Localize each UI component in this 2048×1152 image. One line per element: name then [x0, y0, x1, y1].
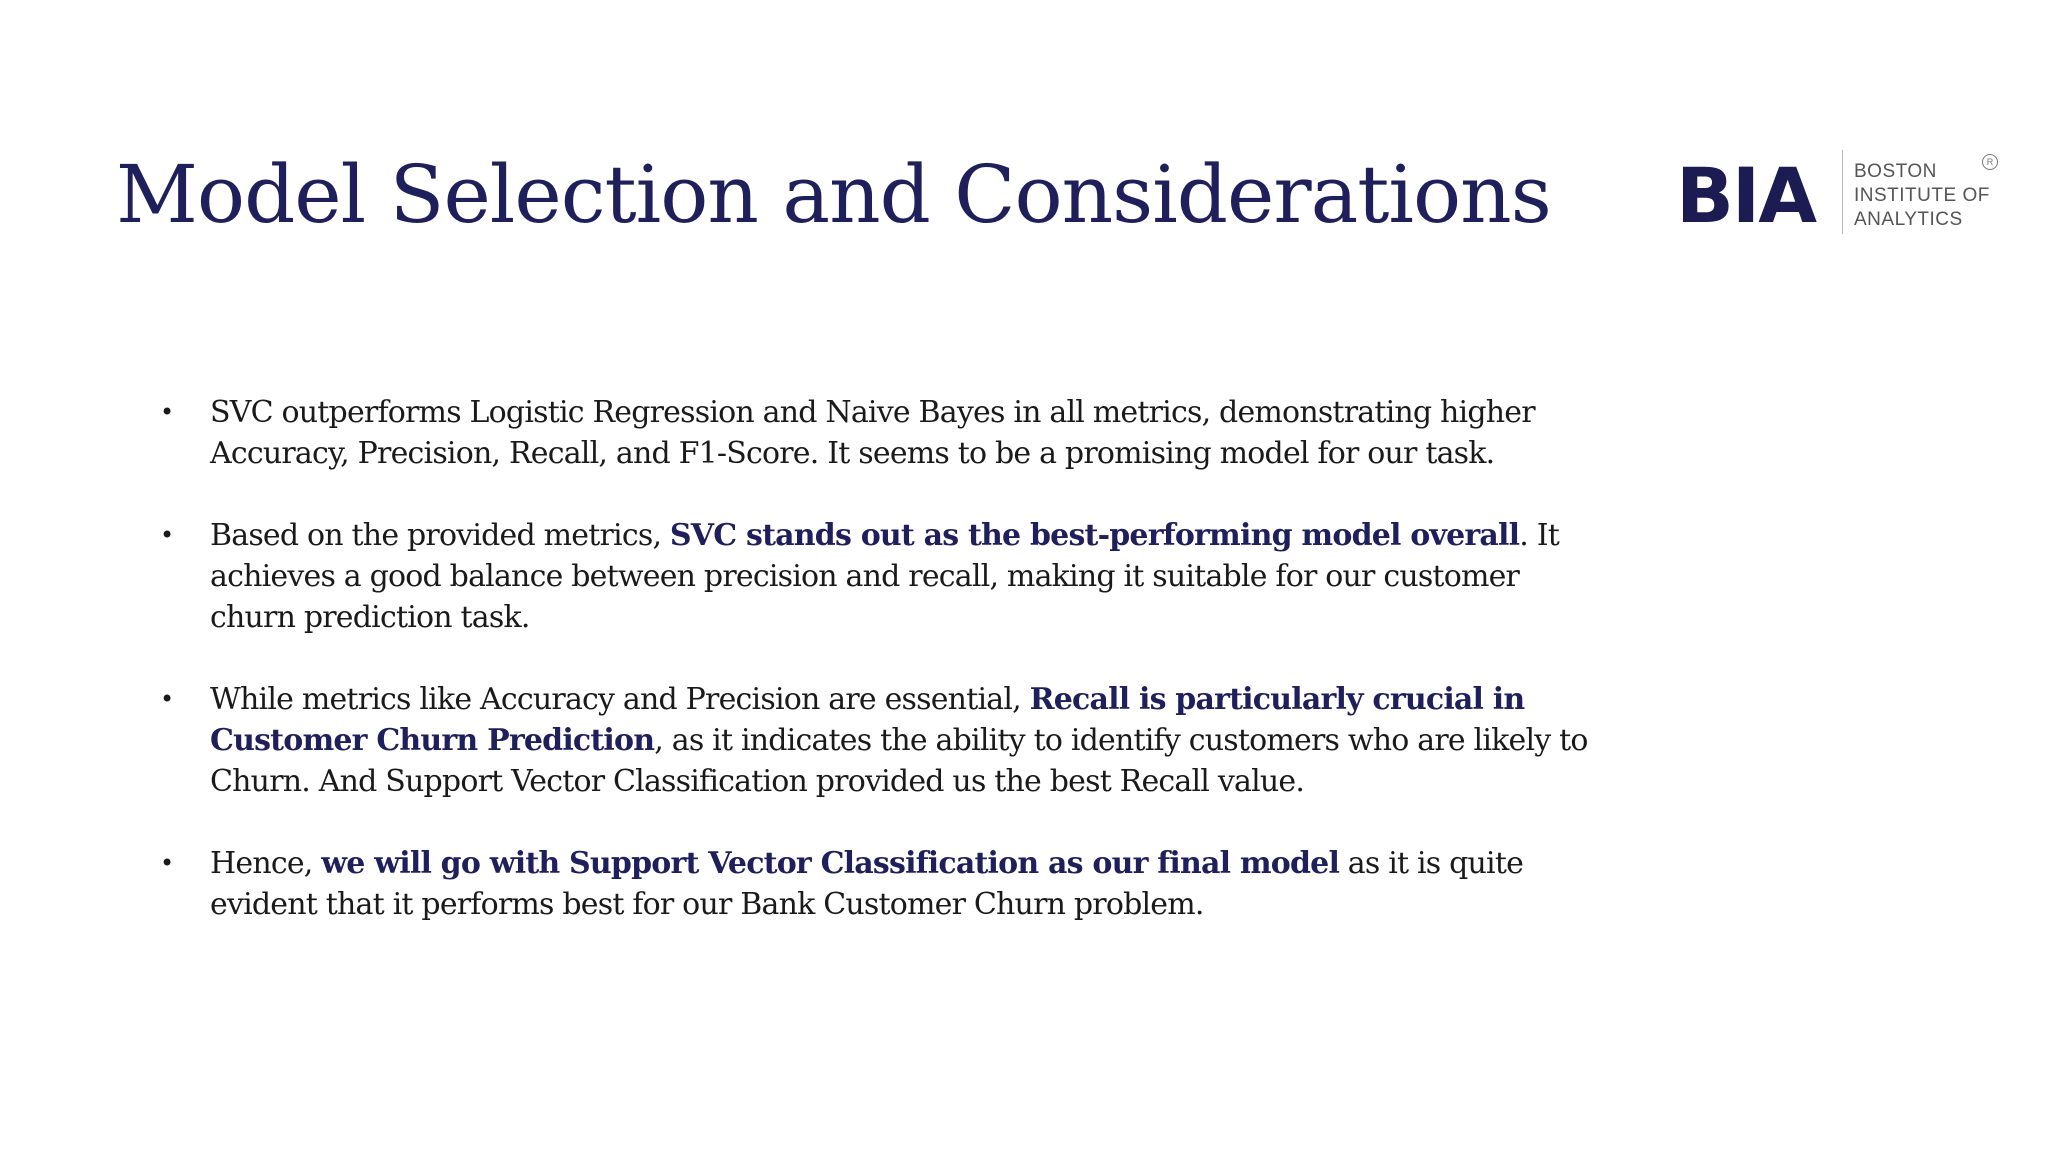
bullet-4-highlight: we will go with Support Vector Classification as our final model	[321, 846, 1340, 881]
bia-logo	[1676, 150, 2006, 240]
logo-line-2: INSTITUTE OF	[1854, 185, 1990, 206]
bullet-3-highlight: Recall is particularly crucial in Customer Churn Prediction	[210, 682, 1525, 758]
logo-divider	[1842, 150, 1843, 234]
bullet-4-text: Hence,	[210, 846, 322, 881]
bullet-4-text-end: as it is quite evident that it performs best for our Bank Customer Churn problem.	[210, 846, 1524, 922]
logo-line-1: BOSTON	[1854, 161, 1937, 182]
logo-line-3: ANALYTICS	[1854, 209, 1963, 230]
bullet-list	[158, 392, 1608, 966]
bullet-2-highlight: SVC stands out as the best-performing model overall	[669, 518, 1520, 553]
bullet-2-text: Based on the provided metrics,	[210, 518, 670, 553]
logo-wordmark	[1854, 160, 1990, 232]
slide-title: Model Selection and Considerations	[116, 148, 1551, 241]
bullet-svc-outperforms	[158, 392, 1608, 474]
bullet-1-text: SVC outperforms Logistic Regression and Naive Bayes in all metrics, demonstrating higher Accuracy, Precision, Recall, and F1-Score. It seems to be a promising model for our task.	[210, 395, 1535, 471]
registered-mark-icon: R	[1982, 154, 1998, 170]
bullet-3-text-end: , as it indicates the ability to identify customers who are likely to Churn. And Support Vector Classification provided us the best Recall value.	[210, 723, 1588, 799]
bullet-3-text: While metrics like Accuracy and Precision are essential,	[210, 682, 1030, 717]
logo-mark: BIA	[1676, 151, 1816, 240]
bullet-final-model	[158, 843, 1608, 925]
bullet-2-text-end: . It achieves a good balance between precision and recall, making it suitable for our customer churn prediction task.	[210, 518, 1560, 635]
bullet-recall-crucial	[158, 679, 1608, 802]
bullet-best-performing	[158, 515, 1608, 638]
